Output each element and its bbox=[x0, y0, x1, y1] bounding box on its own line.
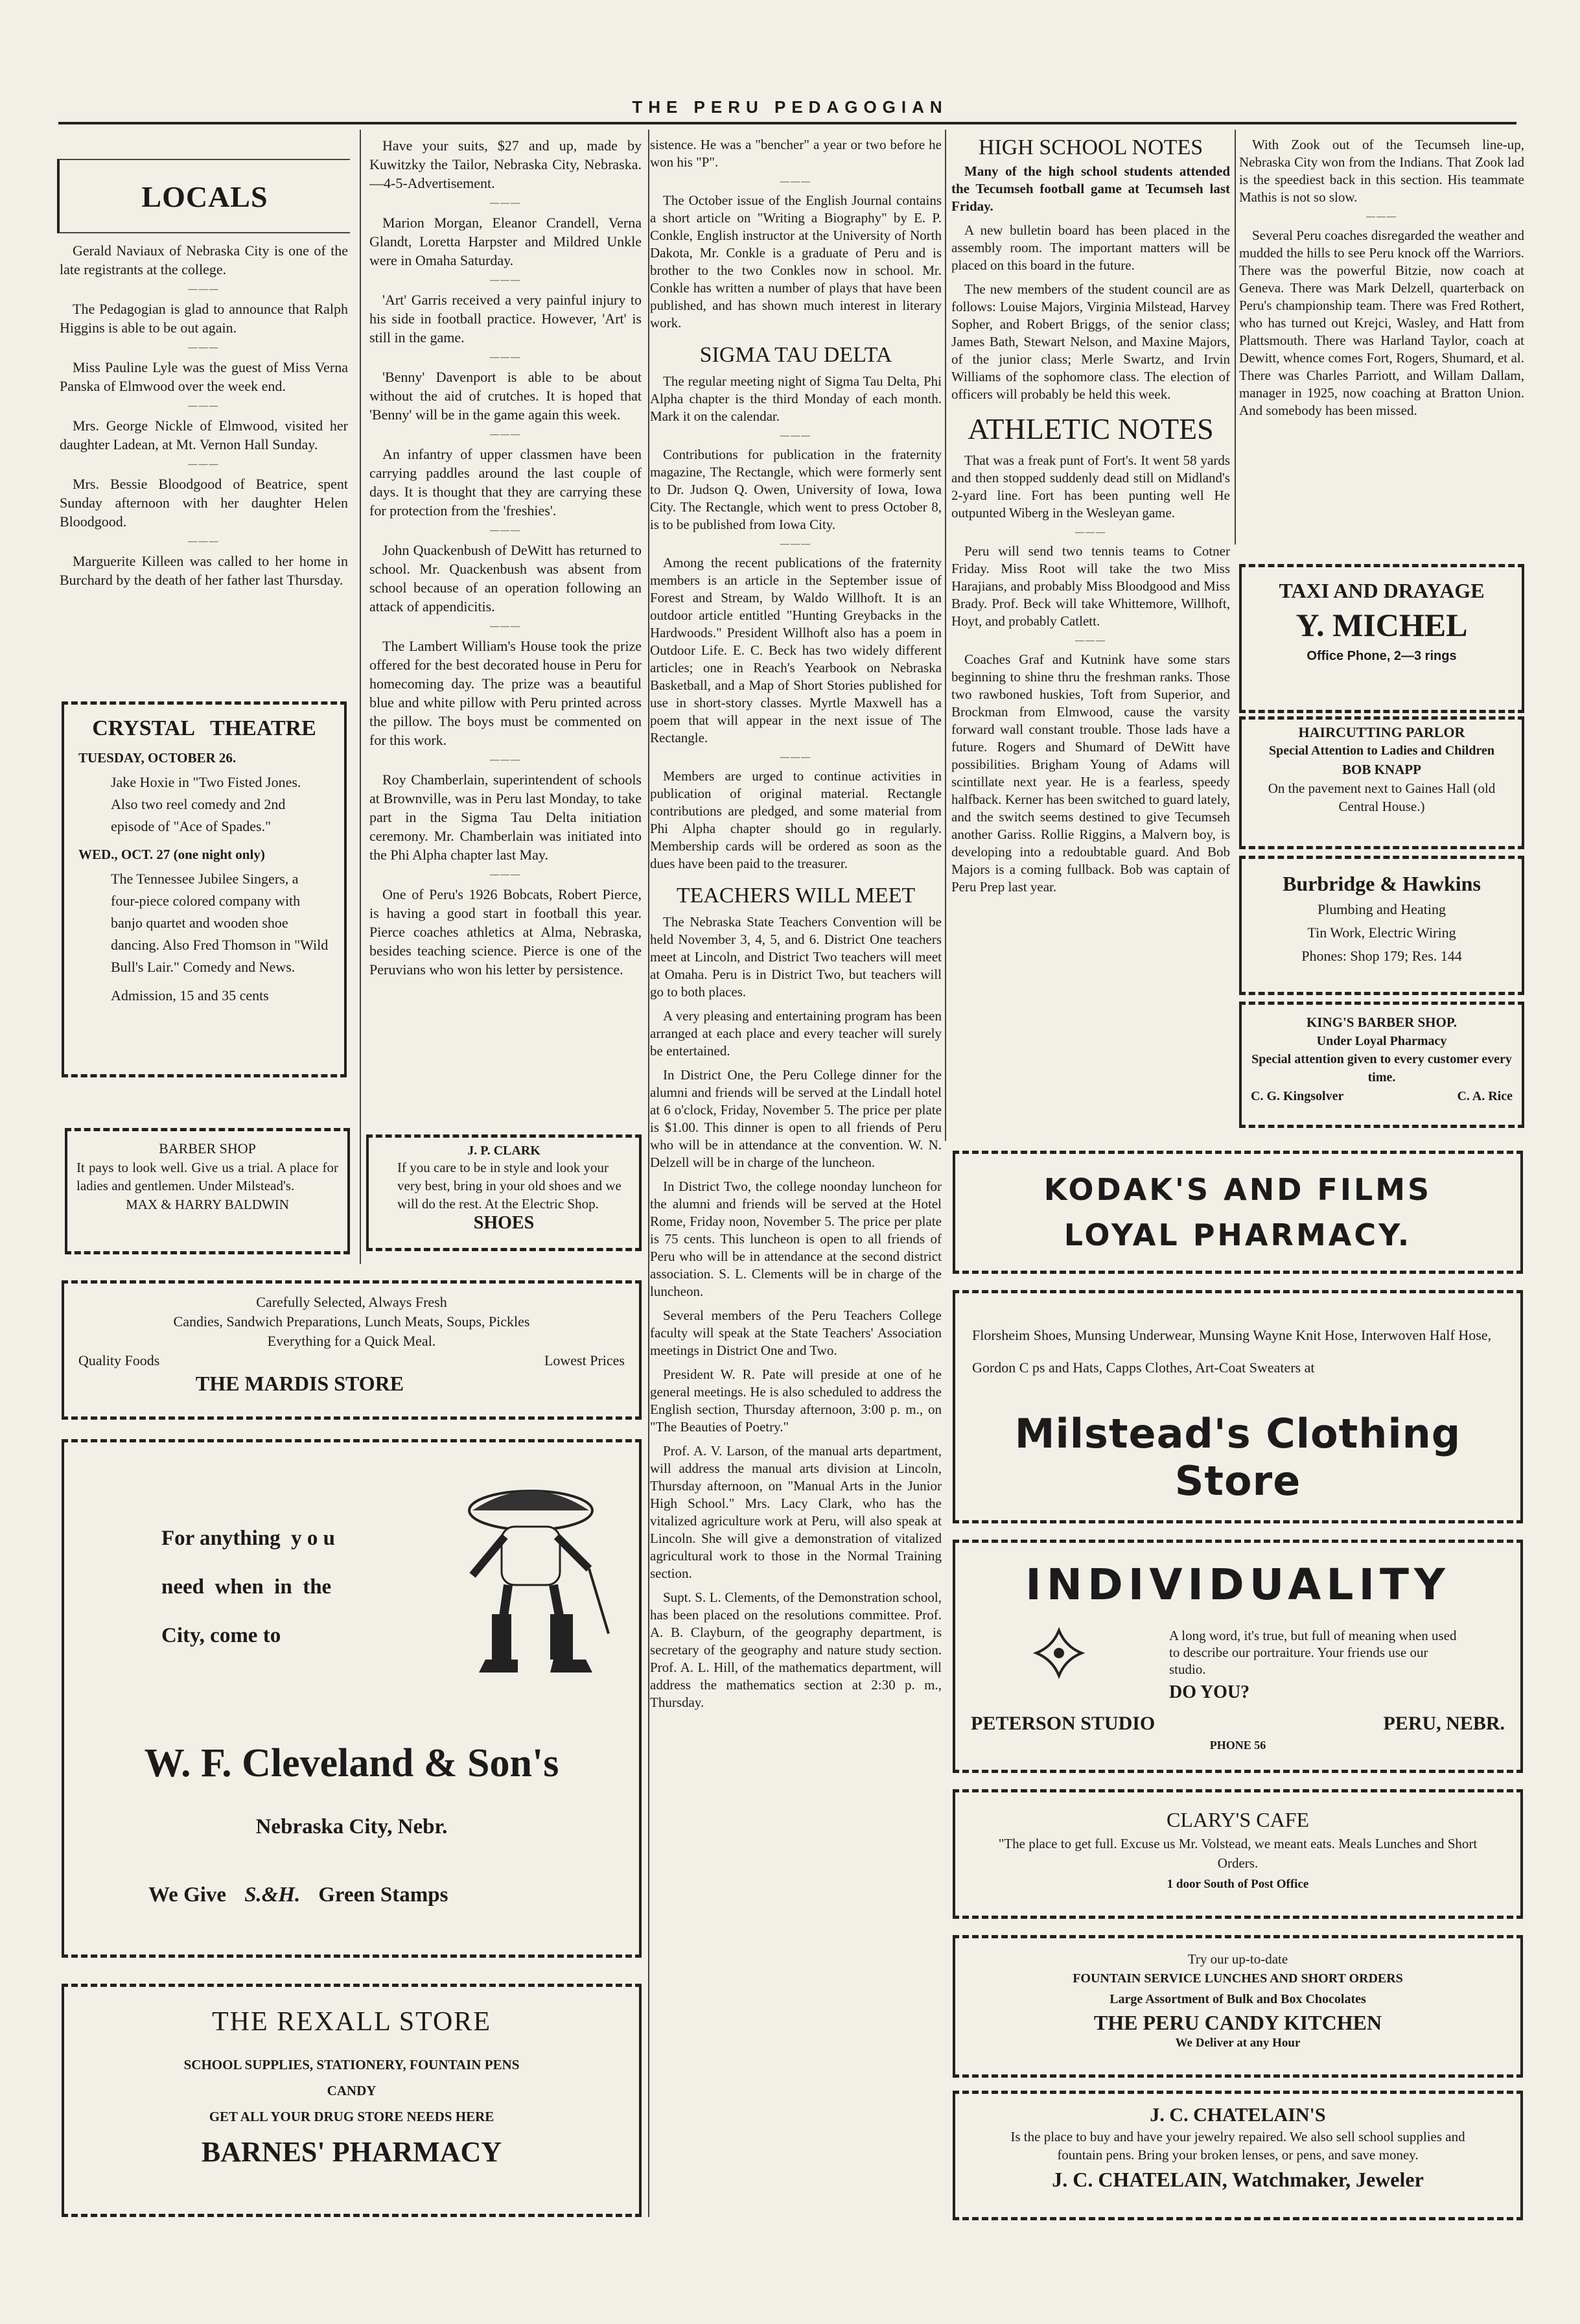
candy-line4: We Deliver at any Hour bbox=[1175, 2036, 1301, 2050]
item-separator: ——— bbox=[780, 431, 811, 441]
item-separator: ——— bbox=[490, 755, 521, 765]
kings-left: C. G. Kingsolver bbox=[1251, 1089, 1344, 1103]
item-separator: ——— bbox=[490, 870, 521, 880]
sh-logo: S.&H. bbox=[244, 1883, 301, 1907]
hs-notes-heading: HIGH SCHOOL NOTES bbox=[978, 136, 1203, 159]
kings-right: C. A. Rice bbox=[1457, 1089, 1513, 1103]
knapp-title: HAIRCUTTING PARLOR bbox=[1298, 724, 1465, 740]
col3-continuation: sistence. He was a "bencher" a year or two before he won his "P". bbox=[650, 137, 942, 170]
item-separator: ——— bbox=[490, 622, 521, 631]
item-separator: ——— bbox=[780, 539, 811, 549]
mardis-name: THE MARDIS STORE bbox=[195, 1372, 404, 1395]
col2-item: Have your suits, $27 and up, made by Kuwitzky the Tailor, Nebraska City, Nebraska.—4-5-Advertisement. bbox=[369, 137, 642, 191]
column-rule bbox=[1235, 130, 1236, 545]
mardis-store-ad bbox=[62, 1280, 642, 1420]
col5-item: Several Peru coaches disregarded the weather and mudded the hills to see Peru knock off the Warriors. There was the powerful Bitzie, now coach at Geneva. There was Mark Delzell, quarterback on Peru's championship team. There was Fred Rothert, who has turned out Krejci, Wasley, and Hatt from Plattsmouth. There was Harland Taylor, coach at Dewitt, whence comes Fort, Rogers, Shumard, et al. There was Charles Parriott, and Willam Dallam, manager in 1925, now coaching at Bratton Union. And somebody has been missed. bbox=[1239, 228, 1524, 418]
peterson-headline: INDIVIDUALITY bbox=[1025, 1560, 1450, 1610]
crystal-day2-text: The Tennessee Jubilee Singers, a four-piece colored company with banjo quartet and wooden shoe dancing. Also Fred Thomson in "Wild Bull's Lair." Comedy and News. bbox=[111, 871, 329, 975]
sigma-item: Among the recent publications of the fraternity members is an article in the September issue of Forest and Stream, by Waldo Willhoft. It is an outdoor article entitled "Hunting Greybacks in the Hardwoods." President Willhoft also has a poem in Outdoor Life. E. C. Beck has two widely different articles; one in Reach's Yearbook on Nebraska Basketball, and a Map of Short Stories published for use in short-story classes. Myrtle Maxwell has a poem that will appear in the next issue of The Rectangle. bbox=[650, 555, 942, 745]
athletic-item: That was a freak punt of Fort's. It went 58 yards and then stopped suddenly dead still on Midland's 2-yard line. Fort has been punting well He outpunted Wiberg in the Wesleyan game. bbox=[951, 452, 1230, 521]
kodak-line2: LOYAL PHARMACY. bbox=[1063, 1217, 1412, 1252]
sigma-item: Contributions for publication in the fraternity magazine, The Rectangle, which were formerly sent to Dr. Judson Q. Owen, University of Iowa, Iowa City. The Rectangle, which went to press October 8, is to be published from Iowa City. bbox=[650, 447, 942, 532]
item-separator: ——— bbox=[188, 460, 220, 469]
locals-header-box bbox=[57, 159, 350, 233]
knapp-line2: On the pavement next to Gaines Hall (old Central House.) bbox=[1268, 781, 1496, 814]
item-separator: ——— bbox=[780, 753, 811, 762]
barber-shop-text: It pays to look well. Give us a trial. A place for ladies and gentlemen. Under Milstead's. bbox=[76, 1160, 338, 1193]
locals-item: Mrs. George Nickle of Elmwood, visited her daughter Ladean, at Mt. Vernon Hall Sunday. bbox=[60, 417, 348, 452]
mardis-line2: Candies, Sandwich Preparations, Lunch Meats, Soups, Pickles bbox=[173, 1313, 530, 1330]
jp-clark-title: J. P. CLARK bbox=[467, 1144, 540, 1158]
crystal-theatre-title: CRYSTAL THEATRE bbox=[92, 716, 316, 740]
masthead-rule bbox=[58, 122, 1516, 124]
clary-line1: "The place to get full. Excuse us Mr. Volstead, we meant eats. Meals Lunches and Short Orders. bbox=[998, 1836, 1478, 1871]
teachers-item: The Nebraska State Teachers Convention will be held November 3, 4, 5, and 6. District One teachers meet at Lincoln, and District Two teachers will meet at Omaha. Peru is in District Two, but teachers will go to both places. bbox=[650, 914, 942, 1000]
col2-item: The Lambert William's House took the prize offered for the best decorated house in Peru for homecoming day. The prize was a beautiful blue and white pillow with Peru printed across the pillow. The boys must be commented on for this work. bbox=[369, 638, 642, 748]
haircutting-parlor-ad bbox=[1239, 716, 1524, 849]
kodak-line1: KODAK'S AND FILMS bbox=[1043, 1172, 1432, 1207]
cleveland-stamps-a: We Give bbox=[148, 1883, 227, 1907]
milstead-text: Florsheim Shoes, Munsing Underwear, Munsing Wayne Knit Hose, Interwoven Half Hose, Gordon C ps and Hats, Capps Clothes, Art-Coat Sweaters at bbox=[972, 1327, 1492, 1376]
chatelain-name: J. C. CHATELAIN, Watchmaker, Jeweler bbox=[1052, 2168, 1424, 2191]
kings-line1: Under Loyal Pharmacy bbox=[1316, 1034, 1447, 1048]
locals-item: Miss Pauline Lyle was the guest of Miss Verna Panska of Elmwood over the week end. bbox=[60, 359, 348, 394]
kings-title: KING'S BARBER SHOP. bbox=[1306, 1015, 1458, 1030]
kings-line2: Special attention given to every customer every time. bbox=[1251, 1052, 1512, 1085]
knapp-name: BOB KNAPP bbox=[1342, 762, 1421, 777]
taxi-name: Y. MICHEL bbox=[1295, 607, 1468, 643]
chatelain-title: J. C. CHATELAIN'S bbox=[1150, 2104, 1326, 2126]
col5-item: With Zook out of the Tecumseh line-up, Nebraska City won from the Indians. That Zook lad is the speediest back in this section. His teammate Mathis is not so slow. bbox=[1239, 137, 1524, 205]
rexall-name: THE REXALL STORE bbox=[212, 2007, 491, 2037]
candy-line3: Large Assortment of Bulk and Box Chocolates bbox=[1109, 1992, 1366, 2006]
item-separator: ——— bbox=[490, 198, 521, 208]
mardis-line3: Everything for a Quick Meal. bbox=[267, 1333, 436, 1349]
cleveland-name: W. F. Cleveland & Son's bbox=[144, 1741, 559, 1785]
clary-line2: 1 door South of Post Office bbox=[1167, 1877, 1309, 1891]
jp-clark-ad bbox=[366, 1134, 642, 1251]
cleveland-stamps-b: Green Stamps bbox=[318, 1883, 448, 1907]
clarys-cafe-ad bbox=[953, 1789, 1523, 1919]
teachers-item: A very pleasing and entertaining program has been arranged at each place and every teacher will surely be entertained. bbox=[650, 1008, 942, 1059]
column-three bbox=[650, 136, 942, 2217]
column-rule bbox=[360, 130, 361, 1264]
item-separator: ——— bbox=[188, 285, 220, 294]
peterson-name: PETERSON STUDIO bbox=[971, 1713, 1156, 1734]
locals-item: Gerald Naviaux of Nebraska City is one of the late registrants at the college. bbox=[60, 242, 348, 277]
hs-notes-item: A new bulletin board has been placed in the assembly room. The important matters will be placed on this board in the future. bbox=[951, 222, 1230, 273]
athletic-item: Coaches Graf and Kutnink have some stars beginning to shine thru the freshman ranks. Those two rawboned huskies, Toft from Superior, and Brockman from Elmwood, cause the varsity forward wall constant trouble. Those lads have a future. Rogers and Shumard of DeWitt have possibilities. Brigham Young of Adams will scintillate next year. He is a fearless, speedy halfback. Kerner has been switched to guard lately, and the switch seems destined to give Tecumseh another Gariss. Rollie Riggins, a Malvern boy, is developing into a redoubtable guard. And Bob Majors is a coming fullback. Bob was captain of Peru Prep last year. bbox=[951, 651, 1230, 895]
chatelain-ad bbox=[953, 2091, 1523, 2220]
item-separator: ——— bbox=[490, 353, 521, 362]
col2-item: 'Benny' Davenport is able to be about without the aid of crutches. It is hoped that 'Benny' will be in the game again this week. bbox=[369, 369, 642, 423]
teachers-item: Several members of the Peru Teachers College faculty will speak at the State Teachers' Association meetings in District One and Two. bbox=[650, 1308, 942, 1358]
burbridge-title: Burbridge & Hawkins bbox=[1283, 872, 1481, 895]
mardis-line1: Carefully Selected, Always Fresh bbox=[256, 1294, 447, 1310]
item-separator: ——— bbox=[490, 430, 521, 440]
candy-kitchen-ad bbox=[953, 1935, 1523, 2078]
item-separator: ——— bbox=[188, 343, 220, 353]
candy-line1: Try our up-to-date bbox=[1187, 1951, 1288, 1967]
mardis-right: Lowest Prices bbox=[544, 1352, 625, 1368]
item-separator: ——— bbox=[1366, 212, 1397, 222]
milstead-name: Milstead's Clothing Store bbox=[1014, 1410, 1461, 1505]
col3-item: The October issue of the English Journal contains a short article on "Writing a Biography" by E. P. Conkle, English instructor at the University of North Dakota, Mr. Conkle is a graduate of Peru and is brother to the two Conkles now in school. Mr. Conkle has written a number of plays that have been published, and has shown much interest in literary work. bbox=[650, 193, 942, 331]
locals-item: Mrs. Bessie Bloodgood of Beatrice, spent Sunday afternoon with her daughter Helen Bloodgood. bbox=[60, 476, 348, 530]
sigma-item: The regular meeting night of Sigma Tau Delta, Phi Alpha chapter is the third Monday of each month. Mark it on the calendar. bbox=[650, 373, 942, 424]
cleveland-line1: For anything y o u bbox=[161, 1527, 336, 1550]
burbridge-line1: Plumbing and Heating bbox=[1318, 901, 1446, 917]
item-separator: ——— bbox=[490, 526, 521, 535]
sigma-heading: SIGMA TAU DELTA bbox=[699, 343, 892, 367]
item-separator: ——— bbox=[188, 537, 220, 546]
chatelain-text: Is the place to buy and have your jewelry repaired. We also sell school supplies and fountain pens. Bring your broken lenses, or pens, and save money. bbox=[1010, 2129, 1465, 2163]
golfer-illustration bbox=[447, 1465, 615, 1711]
col2-item: Marion Morgan, Eleanor Crandell, Verna Glandt, Loretta Harpster and Mildred Unkle were in Omaha Saturday. bbox=[369, 215, 642, 268]
column-five bbox=[1239, 136, 1524, 551]
rexall-line2: CANDY bbox=[327, 2083, 377, 2098]
sigma-item: Members are urged to continue activities in publication of original material. Rectangle contributions are pledged, and some material from Phi Alpha chapter should go in regularly. Membership cards will be ordered as soon as the dues have been paid to the treasurer. bbox=[650, 768, 942, 871]
hs-notes-item: The new members of the student council are as follows: Louise Majors, Virginia Milstead, Harvey Sopher, and Robert Briggs, of the senior class; James Bath, Stewart Nelson, and Maxine Majors, of the junior class; Merle Swartz, and Irvin Williams of the sophomore class. The election of officers will probably be held this week. bbox=[951, 281, 1230, 402]
peterson-phone: PHONE 56 bbox=[1209, 1739, 1266, 1752]
crystal-day1-text: Jake Hoxie in "Two Fisted Jones. Also two reel comedy and 2nd episode of "Ace of Spades." bbox=[111, 774, 301, 834]
athletic-heading: ATHLETIC NOTES bbox=[968, 412, 1214, 445]
teachers-item: Prof. A. V. Larson, of the manual arts department, will address the manual arts division at Lincoln, Thursday afternoon, on "Manual Arts in the Junior High School." Mrs. Lacy Clark, who has the vitalized agriculture work at Peru, will also speak at Lincoln. She will give a demonstration of vitalized agricultural work to those in the Normal Training section. bbox=[650, 1443, 942, 1581]
candy-line2: FOUNTAIN SERVICE LUNCHES AND SHORT ORDERS bbox=[1073, 1971, 1403, 1986]
teachers-item: In District Two, the college noonday luncheon for the alumni and friends will be served at the Hotel Rome, Friday noon, November 5. The price per plate is 75 cents. This luncheon is open to all friends of Peru who will be in attendance at the second district association. S. L. Clements will be in charge of the luncheon. bbox=[650, 1179, 942, 1299]
barber-shop-owners: MAX & HARRY BALDWIN bbox=[126, 1197, 289, 1212]
taxi-phone: Office Phone, 2—3 rings bbox=[1307, 649, 1457, 663]
cleveland-city: Nebraska City, Nebr. bbox=[255, 1815, 448, 1838]
crystal-day2: WED., OCT. 27 (one night only) bbox=[78, 847, 265, 862]
col2-item: John Quackenbush of DeWitt has returned to school. Mr. Quackenbush was absent from school because of an operation following an attack of appendicitis. bbox=[369, 542, 642, 615]
peterson-question: DO YOU? bbox=[1169, 1682, 1250, 1702]
column-rule bbox=[648, 130, 649, 2217]
col2-item: 'Art' Garris received a very painful injury to his side in football practice. However, 'Art' is still in the game. bbox=[369, 292, 642, 346]
crystal-theatre-ad bbox=[62, 701, 347, 1077]
teachers-item: In District One, the Peru College dinner for the alumni and friends will be served at the Lindall hotel at 6 o'clock, Friday, November 5. The price per plate is $1.00. This dinner is open to all friends of Peru who will be in attendance at the convention. W. N. Delzell will be in charge of the luncheon. bbox=[650, 1067, 942, 1170]
crystal-day1: TUESDAY, OCTOBER 26. bbox=[78, 750, 237, 766]
clary-title: CLARY'S CAFE bbox=[1166, 1808, 1310, 1831]
col2-item: Roy Chamberlain, superintendent of schools at Brownville, was in Peru last Monday, to take part in the Sigma Tau Delta initiation ceremony. Mr. Chamberlain was initiated into the Phi Alpha chapter last May. bbox=[369, 771, 642, 863]
taxi-drayage-ad bbox=[1239, 564, 1524, 713]
burbridge-line2: Tin Work, Electric Wiring bbox=[1307, 924, 1456, 941]
col2-item: An infantry of upper classmen have been carrying paddles around the last couple of days. It is thought that they are carrying these for protection from the 'freshies'. bbox=[369, 446, 642, 519]
mardis-left: Quality Foods bbox=[78, 1352, 160, 1368]
barber-shop-title: BARBER SHOP bbox=[159, 1140, 256, 1156]
peterson-town: PERU, NEBR. bbox=[1383, 1713, 1505, 1734]
item-separator: ——— bbox=[1075, 636, 1106, 646]
locals-item: The Pedagogian is glad to announce that Ralph Higgins is able to be out again. bbox=[60, 301, 348, 336]
taxi-title: TAXI AND DRAYAGE bbox=[1279, 579, 1485, 602]
jp-clark-shoes: SHOES bbox=[473, 1213, 535, 1233]
item-separator: ——— bbox=[780, 177, 811, 187]
barnes-pharmacy: BARNES' PHARMACY bbox=[201, 2136, 502, 2168]
cleveland-ad bbox=[62, 1439, 642, 1958]
milstead-ad bbox=[953, 1290, 1523, 1523]
peterson-text: A long word, it's true, but full of meaning when used to describe our portraiture. Your friends use our studio. bbox=[1169, 1628, 1457, 1677]
crystal-admission: Admission, 15 and 35 cents bbox=[111, 987, 269, 1004]
locals-column bbox=[60, 241, 348, 682]
hs-notes-item: Many of the high school students attended the Tecumseh football game at Tecumseh last Friday. bbox=[951, 163, 1230, 214]
jp-clark-text: If you care to be in style and look your very best, bring in your old shoes and we will do the rest. At the Electric Shop. bbox=[397, 1160, 622, 1212]
teachers-item: President W. R. Pate will preside at one of he general meetings. He is also scheduled to address the English section, Thursday afternoon, 3:00 p. m., on "The Beauties of Poetry." bbox=[650, 1367, 942, 1435]
locals-item: Marguerite Killeen was called to her home in Burchard by the death of her father last Thursday. bbox=[60, 553, 348, 588]
column-four bbox=[951, 136, 1230, 1134]
item-separator: ——— bbox=[1075, 528, 1106, 537]
rexall-store-ad bbox=[62, 1984, 642, 2217]
cleveland-line3: City, come to bbox=[161, 1624, 281, 1647]
flourish-icon bbox=[1033, 1627, 1085, 1679]
masthead: THE PERU PEDAGOGIAN bbox=[632, 97, 948, 117]
cleveland-line2: need when in the bbox=[161, 1575, 332, 1599]
burbridge-hawkins-ad bbox=[1239, 856, 1524, 995]
rexall-line1: SCHOOL SUPPLIES, STATIONERY, FOUNTAIN PENS bbox=[183, 2057, 520, 2072]
item-separator: ——— bbox=[188, 401, 220, 411]
kings-barber-ad bbox=[1239, 1002, 1524, 1128]
barber-shop-ad bbox=[65, 1128, 350, 1254]
item-separator: ——— bbox=[490, 276, 521, 285]
teachers-heading: TEACHERS WILL MEET bbox=[676, 884, 916, 908]
column-rule bbox=[945, 130, 946, 1141]
peterson-studio-ad bbox=[953, 1540, 1523, 1773]
knapp-line1: Special Attention to Ladies and Children bbox=[1268, 744, 1495, 758]
burbridge-phones: Phones: Shop 179; Res. 144 bbox=[1301, 948, 1462, 964]
rexall-line3: GET ALL YOUR DRUG STORE NEEDS HERE bbox=[209, 2109, 494, 2124]
teachers-item: Supt. S. L. Clements, of the Demonstration school, has been placed on the resolutions committee. Prof. A. B. Clayburn, of the geography department, is secretary of the geography and nature study section. Prof. A. L. Hill, of the mathematics department, will address the mathematics section at 2:30 p. m., Thursday. bbox=[650, 1590, 942, 1710]
col2-item: One of Peru's 1926 Bobcats, Robert Pierce, is having a good start in football this year. Pierce coaches athletics at Alma, Nebraska, besides teaching science. Pierce is one of the Peruvians who won his letter by persistence. bbox=[369, 886, 642, 978]
locals-heading: LOCALS bbox=[141, 180, 268, 213]
athletic-item: Peru will send two tennis teams to Cotner Friday. Miss Root will take the two Miss Harajians, and probably Miss Bloodgood and Miss Brady. Prof. Beck will take Whittemore, Willhoft, Hoyt, and probably Catlett. bbox=[951, 543, 1230, 629]
column-two bbox=[369, 136, 642, 1121]
candy-name: THE PERU CANDY KITCHEN bbox=[1093, 2011, 1382, 2034]
kodak-loyal-ad bbox=[953, 1151, 1523, 1274]
